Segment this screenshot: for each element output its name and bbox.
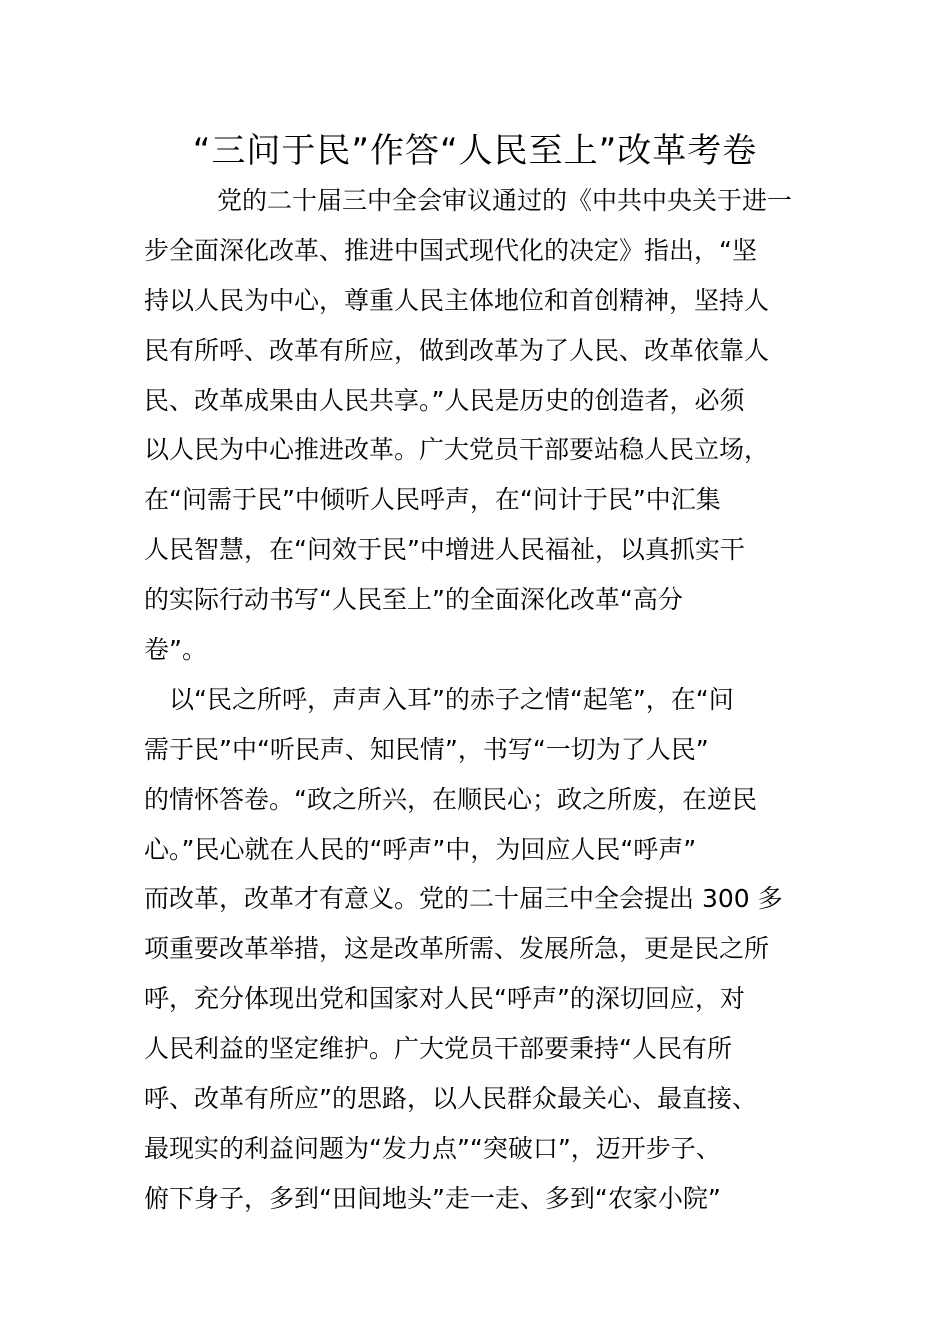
text-line: 以“民之所呼，声声入耳”的赤子之情“起笔”，在“问: [169, 684, 734, 714]
text-line: 的情怀答卷。“政之所兴，在顺民心；政之所废，在逆民: [144, 784, 757, 814]
text-line: 民有所呼、改革有所应，做到改革为了人民、改革依靠人: [144, 335, 770, 365]
text-line: 而改革，改革才有意义。党的二十届三中全会提出 300 多: [144, 884, 783, 914]
text-line: 卷”。: [144, 635, 207, 665]
text-line: 步全面深化改革、推进中国式现代化的决定》指出，“坚: [144, 235, 757, 265]
text-line: 党的二十届三中全会审议通过的《中共中央关于进一: [217, 186, 793, 215]
text-line: 最现实的利益问题为“发力点”“突破口”，迈开步子、: [144, 1133, 721, 1163]
paragraph-2: [144, 675, 814, 1224]
text-line: 心。”民心就在人民的“呼声”中，为回应人民“呼声”: [144, 834, 697, 864]
text-line: 在“问需于民”中倾听人民呼声，在“问计于民”中汇集: [144, 485, 721, 515]
text-line: 呼、改革有所应”的思路，以人民群众最关心、最直接、: [144, 1084, 757, 1114]
document-title: “三问于民”作答“人民至上”改革考卷: [192, 131, 758, 171]
text-line: 持以人民为中心，尊重人民主体地位和首创精神，坚持人: [144, 285, 770, 315]
text-line: 俯下身子，多到“田间地头”走一走、多到“农家小院”: [144, 1183, 721, 1213]
text-line: 民、改革成果由人民共享。”人民是历史的创造者，必须: [144, 385, 745, 415]
text-line: 人民利益的坚定维护。广大党员干部要秉持“人民有所: [144, 1034, 732, 1064]
text-line: 人民智慧，在“问效于民”中增进人民福祉，以真抓实干: [144, 535, 745, 565]
text-line: 以人民为中心推进改革。广大党员干部要站稳人民立场，: [144, 435, 770, 465]
text-line: 需于民”中“听民声、知民情”，书写“一切为了人民”: [144, 734, 709, 764]
text-line: 项重要改革举措，这是改革所需、发展所急，更是民之所: [144, 934, 770, 964]
document-body: [144, 176, 814, 1224]
text-line: 呼，充分体现出党和国家对人民“呼声”的深切回应，对: [144, 984, 745, 1014]
text-line: 的实际行动书写“人民至上”的全面深化改革“高分: [144, 585, 683, 615]
paragraph-1: [144, 176, 814, 675]
